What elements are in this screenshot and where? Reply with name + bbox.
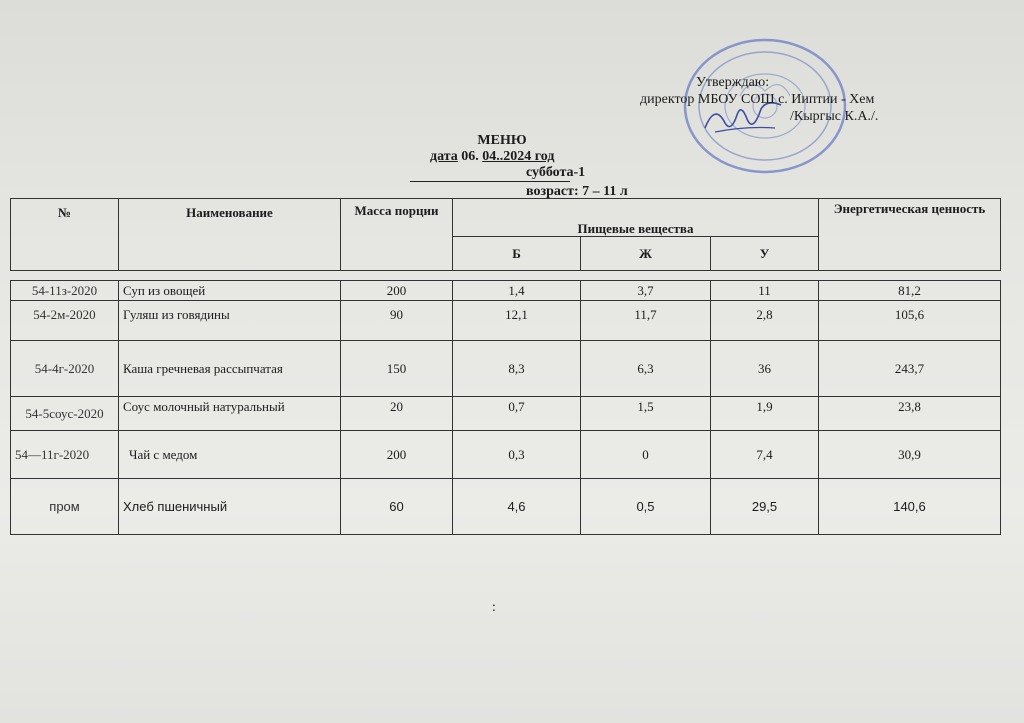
row-energy: 30,9 bbox=[819, 431, 1001, 479]
col-nutrients: Пищевые вещества bbox=[453, 199, 819, 237]
row-protein: 0,3 bbox=[453, 431, 581, 479]
col-protein: Б bbox=[453, 237, 581, 271]
menu-title: МЕНЮ bbox=[477, 133, 527, 148]
row-code: 54-5соус-2020 bbox=[11, 397, 119, 431]
col-number: № bbox=[11, 199, 119, 271]
menu-weekday: суббота-1 bbox=[526, 165, 586, 180]
row-protein: 8,3 bbox=[453, 341, 581, 397]
table-row bbox=[11, 431, 1001, 479]
row-carbs: 2,8 bbox=[711, 301, 819, 341]
row-mass: 20 bbox=[341, 397, 453, 431]
row-energy: 81,2 bbox=[819, 281, 1001, 301]
approval-block bbox=[640, 74, 878, 125]
row-name: Соус молочный натуральный bbox=[119, 397, 341, 431]
row-fat: 11,7 bbox=[581, 301, 711, 341]
weekday-underline bbox=[410, 181, 570, 182]
row-carbs: 36 bbox=[711, 341, 819, 397]
row-code: 54—11г-2020 bbox=[11, 431, 119, 479]
row-protein: 12,1 bbox=[453, 301, 581, 341]
row-protein: 4,6 bbox=[453, 479, 581, 535]
table-row bbox=[11, 341, 1001, 397]
col-energy: Энергетическая ценность bbox=[819, 199, 1001, 271]
row-name: Чай с медом bbox=[119, 431, 341, 479]
table-header-row bbox=[11, 199, 1001, 237]
col-fat: Ж bbox=[581, 237, 711, 271]
row-fat: 0 bbox=[581, 431, 711, 479]
row-mass: 60 bbox=[341, 479, 453, 535]
approval-line-1: Утверждаю: bbox=[696, 75, 770, 90]
approval-line-3: /Кыргыс К.А./. bbox=[790, 109, 879, 124]
row-name: Суп из овощей bbox=[119, 281, 341, 301]
row-name: Каша гречневая рассыпчатая bbox=[119, 341, 341, 397]
row-mass: 150 bbox=[341, 341, 453, 397]
table-row bbox=[11, 397, 1001, 431]
row-protein: 0,7 bbox=[453, 397, 581, 431]
row-name: Гуляш из говядины bbox=[119, 301, 341, 341]
row-energy: 243,7 bbox=[819, 341, 1001, 397]
row-energy: 23,8 bbox=[819, 397, 1001, 431]
row-carbs: 1,9 bbox=[711, 397, 819, 431]
row-carbs: 7,4 bbox=[711, 431, 819, 479]
table-row bbox=[11, 281, 1001, 301]
row-energy: 140,6 bbox=[819, 479, 1001, 535]
col-carbs: У bbox=[711, 237, 819, 271]
row-mass: 90 bbox=[341, 301, 453, 341]
date-day: 06. bbox=[461, 149, 479, 164]
menu-table bbox=[10, 198, 1001, 535]
row-name: Хлеб пшеничный bbox=[119, 479, 341, 535]
row-carbs: 29,5 bbox=[711, 479, 819, 535]
date-label: дата bbox=[430, 149, 458, 164]
row-fat: 0,5 bbox=[581, 479, 711, 535]
spacer-row bbox=[11, 271, 1001, 281]
approval-line-2: директор МБОУ СОШ с. Ииптии - Хем bbox=[640, 92, 875, 107]
row-mass: 200 bbox=[341, 281, 453, 301]
row-fat: 6,3 bbox=[581, 341, 711, 397]
row-fat: 1,5 bbox=[581, 397, 711, 431]
row-mass: 200 bbox=[341, 431, 453, 479]
col-mass: Масса порции bbox=[341, 199, 453, 271]
row-code: пром bbox=[11, 479, 119, 535]
menu-date bbox=[430, 149, 554, 165]
row-code: 54-2м-2020 bbox=[11, 301, 119, 341]
col-name: Наименование bbox=[119, 199, 341, 271]
row-code: 54-11з-2020 bbox=[11, 281, 119, 301]
table-row bbox=[11, 301, 1001, 341]
row-energy: 105,6 bbox=[819, 301, 1001, 341]
date-rest: 04..2024 год bbox=[482, 149, 555, 164]
footer-mark: : bbox=[492, 600, 496, 615]
row-carbs: 11 bbox=[711, 281, 819, 301]
row-protein: 1,4 bbox=[453, 281, 581, 301]
table-row bbox=[11, 479, 1001, 535]
row-code: 54-4г-2020 bbox=[11, 341, 119, 397]
row-fat: 3,7 bbox=[581, 281, 711, 301]
menu-age: возраст: 7 – 11 л bbox=[526, 184, 628, 199]
